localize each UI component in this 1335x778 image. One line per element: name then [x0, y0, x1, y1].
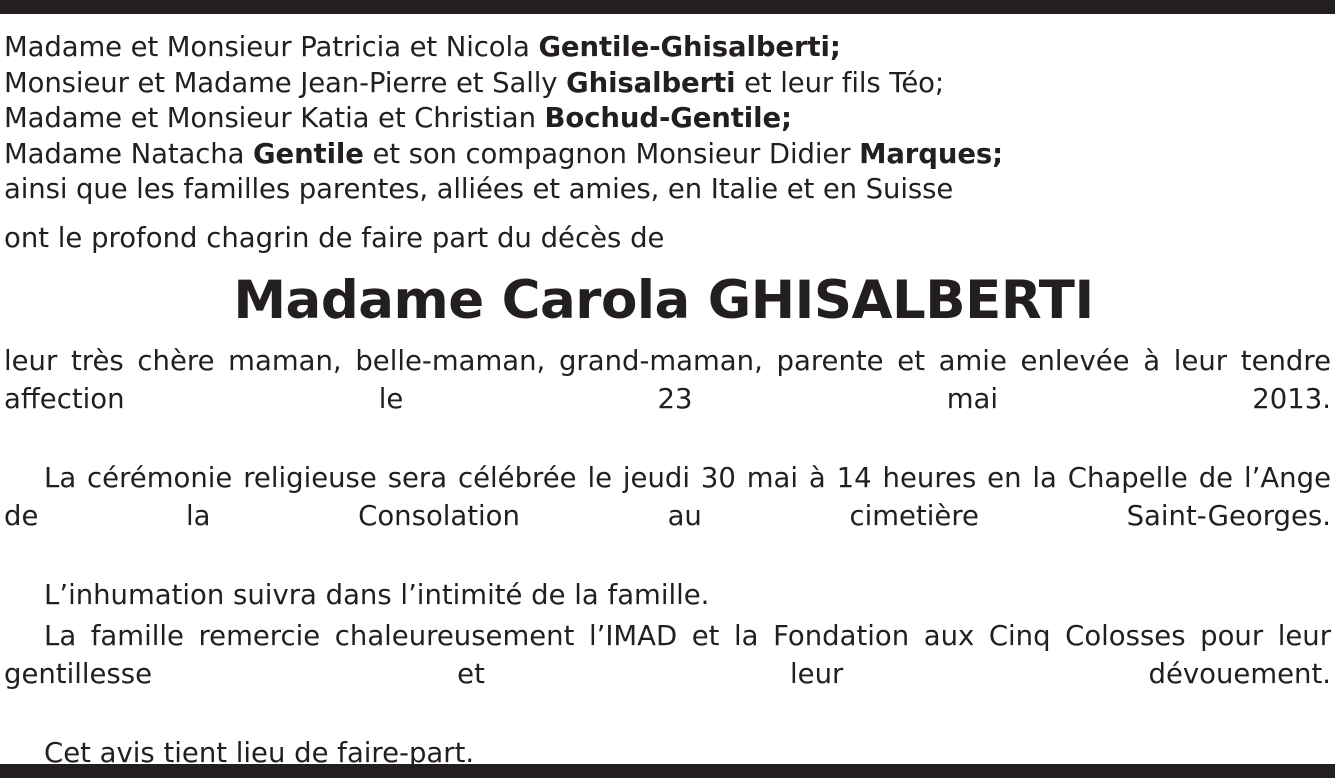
- paragraph-burial: L’inhumation suivra dans l’intimité de la famille.: [44, 579, 710, 611]
- family-line-name: Gentile-Ghisalberti;: [538, 31, 841, 63]
- family-line-name: Gentile: [253, 137, 364, 170]
- family-line: [4, 66, 1331, 102]
- family-line-part: Madame Natacha: [4, 137, 254, 170]
- family-line: [4, 30, 1331, 66]
- paragraph-notice-in-lieu: Cet avis tient lieu de faire-part.: [44, 737, 475, 769]
- family-line-part: et son compagnon Monsieur Didier: [363, 137, 860, 170]
- family-line-name: Marques;: [859, 137, 1004, 170]
- family-line: [4, 101, 1331, 137]
- family-line: [4, 172, 1331, 208]
- family-line-part: et leur fils Téo;: [735, 66, 945, 99]
- family-list: [4, 30, 1331, 208]
- family-line-part: Madame et Monsieur Patricia et Nicola: [4, 31, 539, 63]
- notice-content: [0, 30, 1335, 772]
- family-line-name: Bochud-Gentile;: [544, 102, 792, 134]
- paragraph-thanks: La famille remercie chaleureusement l’IMAD et la Fondation aux Cinq Colosses pour leur gentillesse et leur dévouement.: [4, 620, 1331, 690]
- announcement-text: ont le profond chagrin de faire part du décès de: [4, 221, 665, 254]
- family-line-name: Ghisalberti: [566, 66, 736, 99]
- family-line-part: ainsi que les familles parentes, alliées et amies, en Italie et en Suisse: [4, 173, 954, 205]
- family-line-part: Monsieur et Madame Jean-Pierre et Sally: [4, 66, 567, 99]
- deceased-name: Madame Carola GHISALBERTI: [233, 270, 1094, 331]
- paragraph-ceremony: La cérémonie religieuse sera célébrée le jeudi 30 mai à 14 heures en la Chapelle de l’Ange de la Consolation au cimetière Saint-Georges.: [4, 462, 1331, 532]
- family-line-part: Madame et Monsieur Katia et Christian: [4, 102, 545, 134]
- family-line: [4, 137, 1331, 173]
- paragraph-relationship: leur très chère maman, belle-maman, grand-maman, parente et amie enlevée à leur tendre affection le 23 mai 2013.: [4, 345, 1331, 415]
